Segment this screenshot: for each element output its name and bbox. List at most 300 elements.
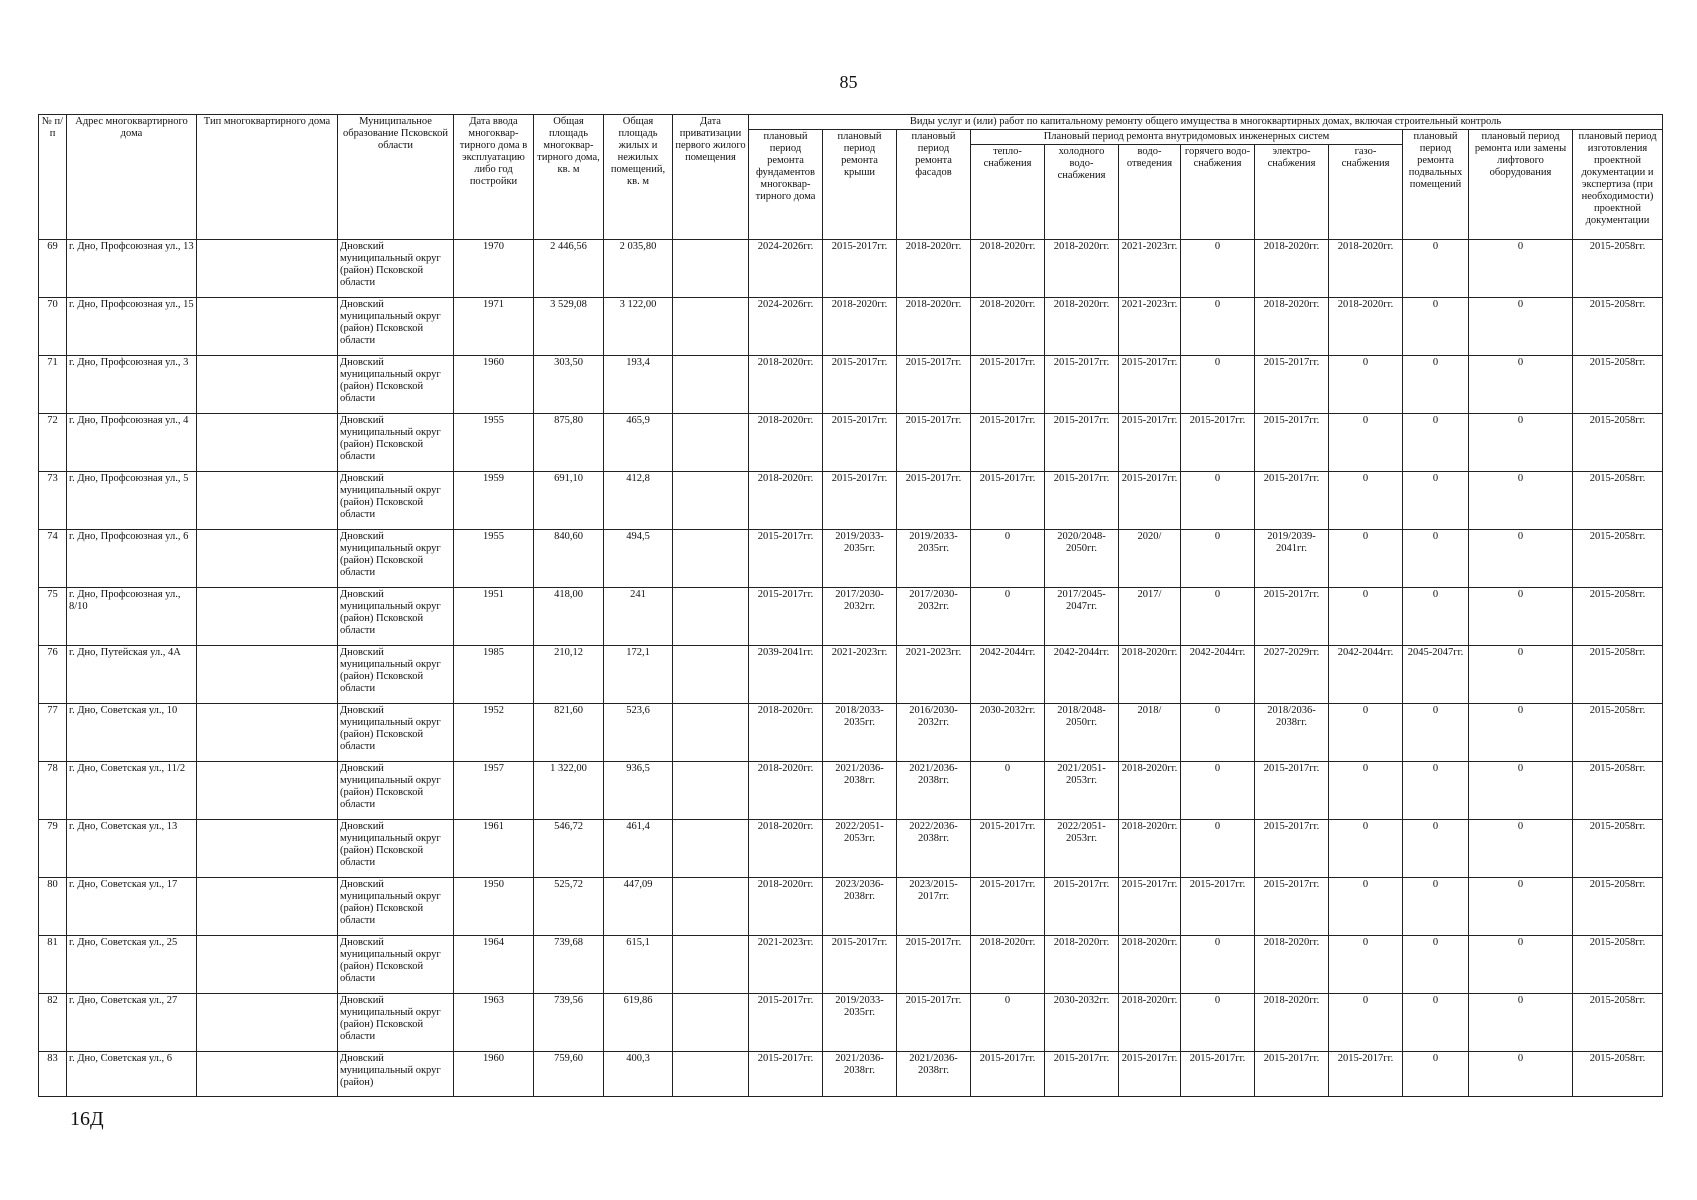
cell-heat: 2015-2017гг. xyxy=(971,1052,1045,1097)
cell-privatization xyxy=(673,704,749,762)
cell-type xyxy=(197,472,338,530)
cell-foundation: 2018-2020гг. xyxy=(749,356,823,414)
cell-gas: 0 xyxy=(1329,414,1403,472)
cell-gas: 0 xyxy=(1329,704,1403,762)
cell-type xyxy=(197,530,338,588)
cell-elevator: 0 xyxy=(1469,820,1573,878)
cell-cold-water: 2017/2045-2047гг. xyxy=(1045,588,1119,646)
table-row xyxy=(39,588,1663,646)
cell-address: г. Дно, Профсоюзная ул., 5 xyxy=(67,472,197,530)
cell-num: 77 xyxy=(39,704,67,762)
cell-hot-water: 0 xyxy=(1181,936,1255,994)
cell-electric: 2015-2017гг. xyxy=(1255,878,1329,936)
cell-design-docs: 2015-2058гг. xyxy=(1573,762,1663,820)
table-row xyxy=(39,994,1663,1052)
cell-roof: 2018-2020гг. xyxy=(823,298,897,356)
footer-code: 16Д xyxy=(70,1108,104,1130)
cell-cold-water: 2015-2017гг. xyxy=(1045,1052,1119,1097)
cell-gas: 0 xyxy=(1329,472,1403,530)
cell-num: 75 xyxy=(39,588,67,646)
cell-municipality: Дновский муниципальный округ (район) Псковской области xyxy=(338,704,454,762)
cell-basement: 0 xyxy=(1403,1052,1469,1097)
cell-type xyxy=(197,994,338,1052)
cell-cold-water: 2015-2017гг. xyxy=(1045,356,1119,414)
cell-heat: 0 xyxy=(971,588,1045,646)
cell-heat: 0 xyxy=(971,762,1045,820)
cell-gas: 2018-2020гг. xyxy=(1329,240,1403,298)
page-number: 85 xyxy=(839,72,858,92)
cell-basement: 0 xyxy=(1403,240,1469,298)
cell-design-docs: 2015-2058гг. xyxy=(1573,530,1663,588)
cell-year: 1957 xyxy=(454,762,534,820)
cell-elevator: 0 xyxy=(1469,240,1573,298)
cell-sewer: 2015-2017гг. xyxy=(1119,1052,1181,1097)
cell-address: г. Дно, Профсоюзная ул., 13 xyxy=(67,240,197,298)
cell-address: г. Дно, Профсоюзная ул., 6 xyxy=(67,530,197,588)
cell-total-area: 3 529,08 xyxy=(534,298,604,356)
capital-repair-table xyxy=(38,114,1663,1097)
cell-cold-water: 2018-2020гг. xyxy=(1045,936,1119,994)
cell-foundation: 2039-2041гг. xyxy=(749,646,823,704)
cell-roof: 2015-2017гг. xyxy=(823,414,897,472)
col-address-header: Адрес многоквартирного дома xyxy=(67,115,197,240)
cell-basement: 0 xyxy=(1403,414,1469,472)
table-row xyxy=(39,530,1663,588)
cell-living-area: 619,86 xyxy=(604,994,673,1052)
cell-electric: 2015-2017гг. xyxy=(1255,472,1329,530)
cell-type xyxy=(197,820,338,878)
cell-foundation: 2015-2017гг. xyxy=(749,1052,823,1097)
cell-municipality: Дновский муниципальный округ (район) Псковской области xyxy=(338,240,454,298)
cell-design-docs: 2015-2058гг. xyxy=(1573,472,1663,530)
col-heat-header: тепло-снабжения xyxy=(971,145,1045,240)
cell-gas: 0 xyxy=(1329,994,1403,1052)
cell-address: г. Дно, Профсоюзная ул., 15 xyxy=(67,298,197,356)
col-type-header: Тип многоквартирного дома xyxy=(197,115,338,240)
cell-basement: 0 xyxy=(1403,994,1469,1052)
cell-elevator: 0 xyxy=(1469,530,1573,588)
cell-basement: 0 xyxy=(1403,298,1469,356)
cell-sewer: 2017/ xyxy=(1119,588,1181,646)
cell-electric: 2015-2017гг. xyxy=(1255,762,1329,820)
cell-type xyxy=(197,704,338,762)
cell-sewer: 2018-2020гг. xyxy=(1119,646,1181,704)
cell-gas: 0 xyxy=(1329,356,1403,414)
cell-electric: 2015-2017гг. xyxy=(1255,414,1329,472)
cell-foundation: 2018-2020гг. xyxy=(749,820,823,878)
cell-year: 1961 xyxy=(454,820,534,878)
cell-cold-water: 2020/2048-2050гг. xyxy=(1045,530,1119,588)
cell-total-area: 303,50 xyxy=(534,356,604,414)
cell-sewer: 2018-2020гг. xyxy=(1119,936,1181,994)
cell-year: 1971 xyxy=(454,298,534,356)
col-commission-date-header: Дата ввода многоквар-тирного дома в эксплуатацию либо год постройки xyxy=(454,115,534,240)
cell-hot-water: 0 xyxy=(1181,762,1255,820)
cell-privatization xyxy=(673,878,749,936)
col-electric-header: электро-снабжения xyxy=(1255,145,1329,240)
cell-roof: 2015-2017гг. xyxy=(823,356,897,414)
cell-year: 1959 xyxy=(454,472,534,530)
cell-address: г. Дно, Советская ул., 27 xyxy=(67,994,197,1052)
cell-total-area: 759,60 xyxy=(534,1052,604,1097)
cell-basement: 0 xyxy=(1403,530,1469,588)
cell-elevator: 0 xyxy=(1469,936,1573,994)
cell-type xyxy=(197,298,338,356)
table-row xyxy=(39,472,1663,530)
cell-privatization xyxy=(673,530,749,588)
cell-living-area: 523,6 xyxy=(604,704,673,762)
cell-sewer: 2015-2017гг. xyxy=(1119,472,1181,530)
cell-heat: 2015-2017гг. xyxy=(971,820,1045,878)
cell-electric: 2015-2017гг. xyxy=(1255,588,1329,646)
cell-type xyxy=(197,356,338,414)
cell-living-area: 494,5 xyxy=(604,530,673,588)
col-elevator-header: плановый период ремонта или замены лифтового оборудования xyxy=(1469,130,1573,240)
cell-address: г. Дно, Советская ул., 10 xyxy=(67,704,197,762)
cell-municipality: Дновский муниципальный округ (район) Псковской области xyxy=(338,994,454,1052)
cell-total-area: 821,60 xyxy=(534,704,604,762)
cell-address: г. Дно, Советская ул., 17 xyxy=(67,878,197,936)
cell-total-area: 210,12 xyxy=(534,646,604,704)
cell-foundation: 2021-2023гг. xyxy=(749,936,823,994)
cell-address: г. Дно, Профсоюзная ул., 4 xyxy=(67,414,197,472)
cell-hot-water: 2042-2044гг. xyxy=(1181,646,1255,704)
cell-year: 1951 xyxy=(454,588,534,646)
cell-facade: 2015-2017гг. xyxy=(897,356,971,414)
cell-hot-water: 2015-2017гг. xyxy=(1181,1052,1255,1097)
cell-facade: 2021-2023гг. xyxy=(897,646,971,704)
cell-foundation: 2018-2020гг. xyxy=(749,414,823,472)
cell-heat: 0 xyxy=(971,994,1045,1052)
cell-num: 73 xyxy=(39,472,67,530)
cell-facade: 2023/2015-2017гг. xyxy=(897,878,971,936)
col-total-area-header: Общая площадь многоквар-тирного дома, кв. м xyxy=(534,115,604,240)
col-privatization-header: Дата приватизации первого жилого помещения xyxy=(673,115,749,240)
cell-living-area: 936,5 xyxy=(604,762,673,820)
cell-facade: 2018-2020гг. xyxy=(897,298,971,356)
cell-sewer: 2018/ xyxy=(1119,704,1181,762)
cell-type xyxy=(197,1052,338,1097)
cell-hot-water: 2015-2017гг. xyxy=(1181,878,1255,936)
cell-sewer: 2018-2020гг. xyxy=(1119,820,1181,878)
cell-living-area: 400,3 xyxy=(604,1052,673,1097)
cell-basement: 0 xyxy=(1403,588,1469,646)
table-row xyxy=(39,878,1663,936)
cell-num: 81 xyxy=(39,936,67,994)
cell-num: 76 xyxy=(39,646,67,704)
cell-municipality: Дновский муниципальный округ (район) xyxy=(338,1052,454,1097)
cell-facade: 2021/2036-2038гг. xyxy=(897,762,971,820)
cell-design-docs: 2015-2058гг. xyxy=(1573,704,1663,762)
cell-gas: 2015-2017гг. xyxy=(1329,1052,1403,1097)
cell-total-area: 418,00 xyxy=(534,588,604,646)
cell-gas: 0 xyxy=(1329,588,1403,646)
cell-municipality: Дновский муниципальный округ (район) Псковской области xyxy=(338,762,454,820)
table-body xyxy=(39,240,1663,1097)
cell-total-area: 840,60 xyxy=(534,530,604,588)
cell-gas: 0 xyxy=(1329,530,1403,588)
cell-living-area: 461,4 xyxy=(604,820,673,878)
cell-sewer: 2015-2017гг. xyxy=(1119,878,1181,936)
cell-foundation: 2015-2017гг. xyxy=(749,588,823,646)
cell-num: 69 xyxy=(39,240,67,298)
cell-living-area: 172,1 xyxy=(604,646,673,704)
cell-municipality: Дновский муниципальный округ (район) Псковской области xyxy=(338,414,454,472)
cell-roof: 2015-2017гг. xyxy=(823,472,897,530)
cell-design-docs: 2015-2058гг. xyxy=(1573,878,1663,936)
cell-heat: 2030-2032гг. xyxy=(971,704,1045,762)
col-design-docs-header: плановый период изготовления проектной документации и экспертиза (при необходимости) проектной документации xyxy=(1573,130,1663,240)
cell-municipality: Дновский муниципальный округ (район) Псковской области xyxy=(338,646,454,704)
col-roof-header: плановый период ремонта крыши xyxy=(823,130,897,240)
cell-total-area: 739,56 xyxy=(534,994,604,1052)
table-row xyxy=(39,646,1663,704)
cell-elevator: 0 xyxy=(1469,356,1573,414)
cell-gas: 2018-2020гг. xyxy=(1329,298,1403,356)
cell-roof: 2021/2036-2038гг. xyxy=(823,1052,897,1097)
cell-total-area: 691,10 xyxy=(534,472,604,530)
cell-electric: 2018-2020гг. xyxy=(1255,936,1329,994)
cell-basement: 0 xyxy=(1403,356,1469,414)
cell-design-docs: 2015-2058гг. xyxy=(1573,994,1663,1052)
col-basement-header: плановый период ремонта подвальных помещений xyxy=(1403,130,1469,240)
cell-electric: 2015-2017гг. xyxy=(1255,1052,1329,1097)
col-municipality-header: Муниципальное образование Псковской области xyxy=(338,115,454,240)
col-num-header: № п/п xyxy=(39,115,67,240)
cell-heat: 2015-2017гг. xyxy=(971,356,1045,414)
cell-roof: 2023/2036-2038гг. xyxy=(823,878,897,936)
cell-year: 1985 xyxy=(454,646,534,704)
cell-address: г. Дно, Советская ул., 11/2 xyxy=(67,762,197,820)
cell-design-docs: 2015-2058гг. xyxy=(1573,1052,1663,1097)
cell-electric: 2018-2020гг. xyxy=(1255,994,1329,1052)
cell-num: 82 xyxy=(39,994,67,1052)
cell-electric: 2018-2020гг. xyxy=(1255,240,1329,298)
cell-cold-water: 2015-2017гг. xyxy=(1045,414,1119,472)
cell-foundation: 2024-2026гг. xyxy=(749,298,823,356)
cell-facade: 2018-2020гг. xyxy=(897,240,971,298)
cell-year: 1955 xyxy=(454,530,534,588)
cell-hot-water: 0 xyxy=(1181,472,1255,530)
cell-municipality: Дновский муниципальный округ (район) Псковской области xyxy=(338,472,454,530)
cell-cold-water: 2030-2032гг. xyxy=(1045,994,1119,1052)
cell-living-area: 465,9 xyxy=(604,414,673,472)
cell-total-area: 2 446,56 xyxy=(534,240,604,298)
cell-foundation: 2015-2017гг. xyxy=(749,530,823,588)
cell-privatization xyxy=(673,646,749,704)
cell-basement: 2045-2047гг. xyxy=(1403,646,1469,704)
cell-facade: 2019/2033-2035гг. xyxy=(897,530,971,588)
cell-elevator: 0 xyxy=(1469,588,1573,646)
cell-total-area: 546,72 xyxy=(534,820,604,878)
cell-facade: 2015-2017гг. xyxy=(897,414,971,472)
cell-total-area: 875,80 xyxy=(534,414,604,472)
cell-address: г. Дно, Советская ул., 6 xyxy=(67,1052,197,1097)
cell-elevator: 0 xyxy=(1469,414,1573,472)
cell-num: 74 xyxy=(39,530,67,588)
col-living-area-header: Общая площадь жилых и нежилых помещений, кв. м xyxy=(604,115,673,240)
systems-group-header: Плановый период ремонта внутридомовых инженерных систем xyxy=(971,130,1403,145)
cell-year: 1960 xyxy=(454,1052,534,1097)
table-header xyxy=(39,115,1663,240)
table-row xyxy=(39,936,1663,994)
cell-hot-water: 0 xyxy=(1181,356,1255,414)
cell-electric: 2018/2036-2038гг. xyxy=(1255,704,1329,762)
cell-foundation: 2018-2020гг. xyxy=(749,472,823,530)
cell-roof: 2015-2017гг. xyxy=(823,240,897,298)
col-gas-header: газо-снабжения xyxy=(1329,145,1403,240)
cell-total-area: 1 322,00 xyxy=(534,762,604,820)
cell-address: г. Дно, Профсоюзная ул., 8/10 xyxy=(67,588,197,646)
cell-privatization xyxy=(673,994,749,1052)
cell-elevator: 0 xyxy=(1469,762,1573,820)
cell-sewer: 2015-2017гг. xyxy=(1119,356,1181,414)
cell-municipality: Дновский муниципальный округ (район) Псковской области xyxy=(338,588,454,646)
cell-sewer: 2020/ xyxy=(1119,530,1181,588)
cell-sewer: 2018-2020гг. xyxy=(1119,994,1181,1052)
cell-heat: 2015-2017гг. xyxy=(971,414,1045,472)
cell-roof: 2022/2051-2053гг. xyxy=(823,820,897,878)
cell-privatization xyxy=(673,762,749,820)
cell-hot-water: 0 xyxy=(1181,530,1255,588)
cell-year: 1970 xyxy=(454,240,534,298)
cell-living-area: 3 122,00 xyxy=(604,298,673,356)
cell-roof: 2018/2033-2035гг. xyxy=(823,704,897,762)
cell-elevator: 0 xyxy=(1469,878,1573,936)
cell-privatization xyxy=(673,240,749,298)
cell-gas: 0 xyxy=(1329,762,1403,820)
cell-heat: 0 xyxy=(971,530,1045,588)
table-row xyxy=(39,820,1663,878)
cell-year: 1950 xyxy=(454,878,534,936)
cell-type xyxy=(197,646,338,704)
cell-type xyxy=(197,414,338,472)
cell-cold-water: 2021/2051-2053гг. xyxy=(1045,762,1119,820)
cell-elevator: 0 xyxy=(1469,298,1573,356)
cell-type xyxy=(197,240,338,298)
cell-living-area: 193,4 xyxy=(604,356,673,414)
cell-foundation: 2018-2020гг. xyxy=(749,762,823,820)
cell-privatization xyxy=(673,414,749,472)
cell-electric: 2018-2020гг. xyxy=(1255,298,1329,356)
table-row xyxy=(39,240,1663,298)
cell-num: 72 xyxy=(39,414,67,472)
cell-num: 70 xyxy=(39,298,67,356)
cell-basement: 0 xyxy=(1403,762,1469,820)
cell-cold-water: 2018/2048-2050гг. xyxy=(1045,704,1119,762)
cell-sewer: 2021-2023гг. xyxy=(1119,298,1181,356)
cell-year: 1955 xyxy=(454,414,534,472)
cell-design-docs: 2015-2058гг. xyxy=(1573,414,1663,472)
cell-gas: 0 xyxy=(1329,878,1403,936)
cell-type xyxy=(197,936,338,994)
cell-privatization xyxy=(673,472,749,530)
cell-heat: 2018-2020гг. xyxy=(971,936,1045,994)
cell-elevator: 0 xyxy=(1469,646,1573,704)
cell-cold-water: 2022/2051-2053гг. xyxy=(1045,820,1119,878)
cell-municipality: Дновский муниципальный округ (район) Псковской области xyxy=(338,356,454,414)
cell-municipality: Дновский муниципальный округ (район) Псковской области xyxy=(338,298,454,356)
cell-heat: 2015-2017гг. xyxy=(971,472,1045,530)
cell-municipality: Дновский муниципальный округ (район) Псковской области xyxy=(338,530,454,588)
cell-num: 83 xyxy=(39,1052,67,1097)
cell-municipality: Дновский муниципальный округ (район) Псковской области xyxy=(338,878,454,936)
cell-gas: 0 xyxy=(1329,820,1403,878)
cell-roof: 2019/2033-2035гг. xyxy=(823,530,897,588)
cell-privatization xyxy=(673,936,749,994)
cell-basement: 0 xyxy=(1403,704,1469,762)
cell-type xyxy=(197,588,338,646)
cell-roof: 2019/2033-2035гг. xyxy=(823,994,897,1052)
cell-year: 1963 xyxy=(454,994,534,1052)
cell-foundation: 2018-2020гг. xyxy=(749,704,823,762)
cell-roof: 2017/2030-2032гг. xyxy=(823,588,897,646)
cell-privatization xyxy=(673,356,749,414)
cell-elevator: 0 xyxy=(1469,704,1573,762)
cell-electric: 2027-2029гг. xyxy=(1255,646,1329,704)
cell-hot-water: 0 xyxy=(1181,704,1255,762)
cell-foundation: 2018-2020гг. xyxy=(749,878,823,936)
col-facade-header: плановый период ремонта фасадов xyxy=(897,130,971,240)
cell-elevator: 0 xyxy=(1469,472,1573,530)
cell-design-docs: 2015-2058гг. xyxy=(1573,240,1663,298)
cell-facade: 2015-2017гг. xyxy=(897,994,971,1052)
col-cold-water-header: холодного водо-снабжения xyxy=(1045,145,1119,240)
col-foundation-header: плановый период ремонта фундаментов многоквар-тирного дома xyxy=(749,130,823,240)
cell-roof: 2015-2017гг. xyxy=(823,936,897,994)
cell-roof: 2021/2036-2038гг. xyxy=(823,762,897,820)
cell-facade: 2022/2036-2038гг. xyxy=(897,820,971,878)
cell-foundation: 2024-2026гг. xyxy=(749,240,823,298)
cell-facade: 2015-2017гг. xyxy=(897,472,971,530)
cell-num: 78 xyxy=(39,762,67,820)
cell-living-area: 447,09 xyxy=(604,878,673,936)
cell-living-area: 412,8 xyxy=(604,472,673,530)
cell-year: 1952 xyxy=(454,704,534,762)
col-hot-water-header: горячего водо-снабжения xyxy=(1181,145,1255,240)
cell-basement: 0 xyxy=(1403,472,1469,530)
cell-address: г. Дно, Профсоюзная ул., 3 xyxy=(67,356,197,414)
cell-heat: 2042-2044гг. xyxy=(971,646,1045,704)
cell-sewer: 2018-2020гг. xyxy=(1119,762,1181,820)
cell-electric: 2015-2017гг. xyxy=(1255,820,1329,878)
cell-hot-water: 0 xyxy=(1181,240,1255,298)
cell-total-area: 525,72 xyxy=(534,878,604,936)
cell-cold-water: 2015-2017гг. xyxy=(1045,472,1119,530)
cell-roof: 2021-2023гг. xyxy=(823,646,897,704)
cell-design-docs: 2015-2058гг. xyxy=(1573,936,1663,994)
table-row xyxy=(39,356,1663,414)
table-row xyxy=(39,704,1663,762)
cell-privatization xyxy=(673,820,749,878)
cell-hot-water: 0 xyxy=(1181,588,1255,646)
cell-num: 79 xyxy=(39,820,67,878)
cell-sewer: 2015-2017гг. xyxy=(1119,414,1181,472)
works-group-header: Виды услуг и (или) работ по капитальному ремонту общего имущества в многоквартирных домах, включая строительный контроль xyxy=(749,115,1663,130)
cell-facade: 2017/2030-2032гг. xyxy=(897,588,971,646)
cell-basement: 0 xyxy=(1403,820,1469,878)
cell-basement: 0 xyxy=(1403,878,1469,936)
cell-num: 80 xyxy=(39,878,67,936)
cell-gas: 0 xyxy=(1329,936,1403,994)
cell-hot-water: 0 xyxy=(1181,298,1255,356)
cell-foundation: 2015-2017гг. xyxy=(749,994,823,1052)
cell-electric: 2019/2039-2041гг. xyxy=(1255,530,1329,588)
cell-hot-water: 2015-2017гг. xyxy=(1181,414,1255,472)
cell-design-docs: 2015-2058гг. xyxy=(1573,298,1663,356)
cell-elevator: 0 xyxy=(1469,1052,1573,1097)
cell-address: г. Дно, Путейская ул., 4А xyxy=(67,646,197,704)
